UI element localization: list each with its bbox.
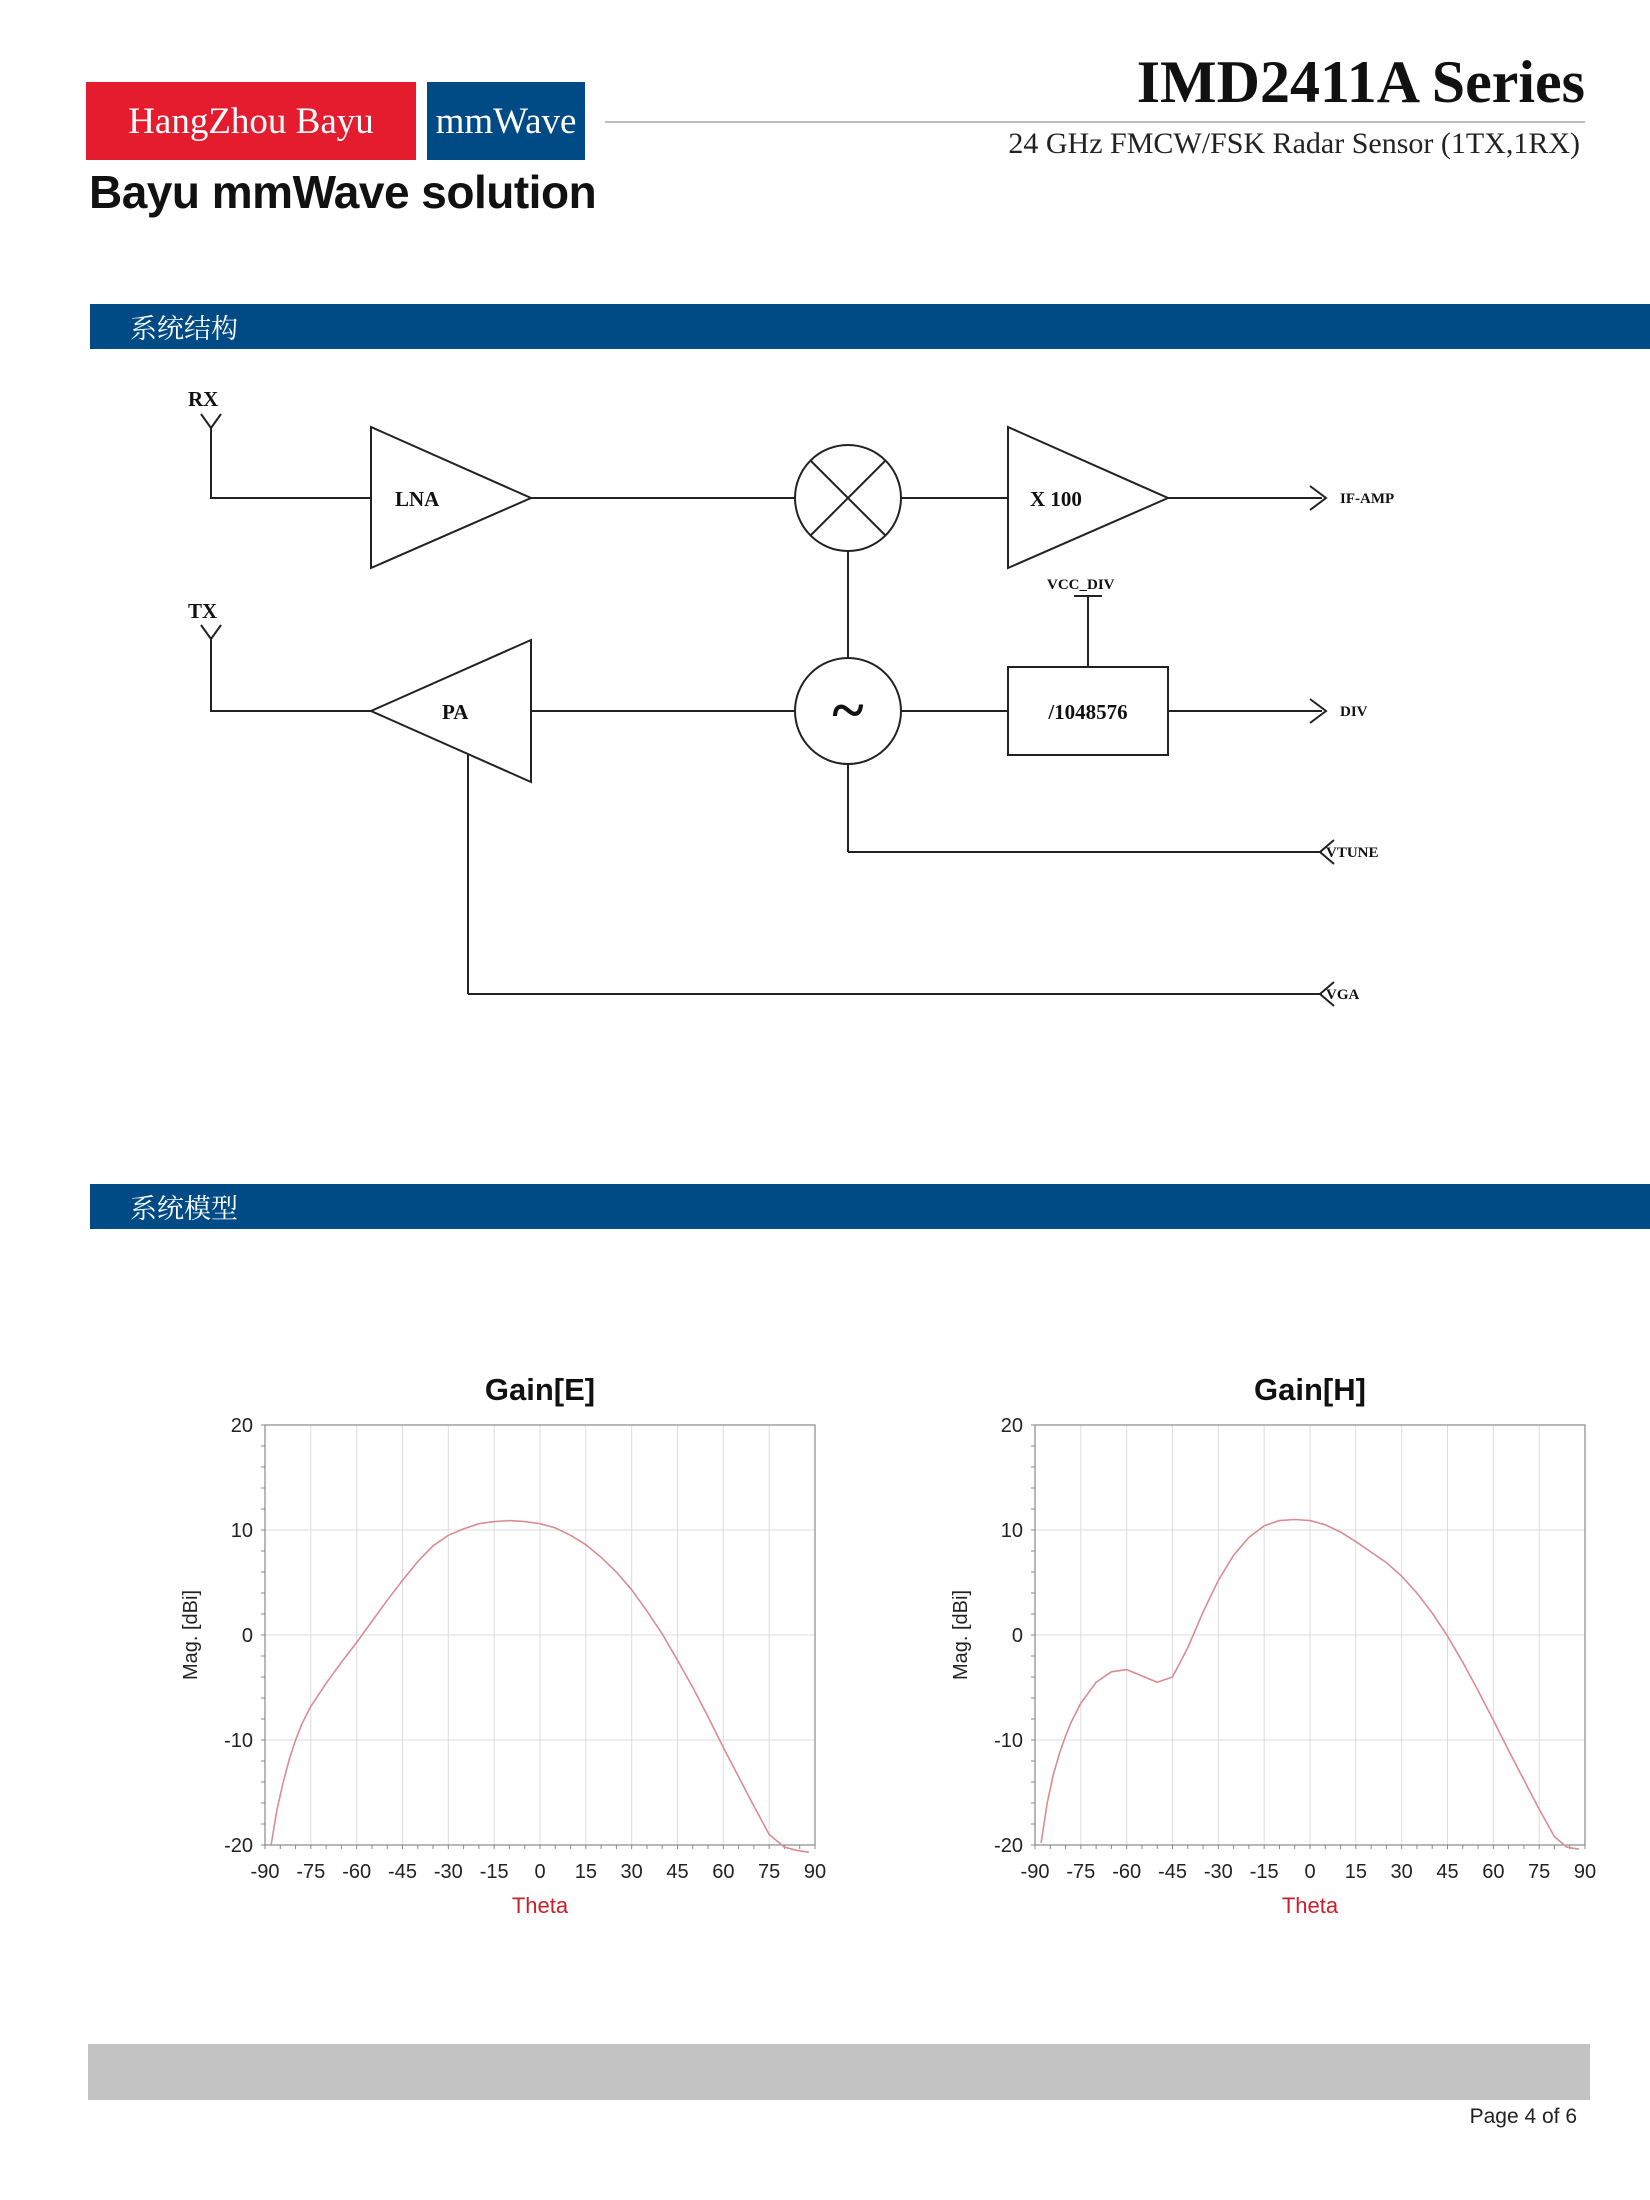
x-tick-label: -75: [296, 1861, 326, 1883]
x-tick-label: 75: [1528, 1861, 1551, 1883]
y-tick-label: -10: [224, 1730, 253, 1752]
y-tick-label: 10: [230, 1520, 253, 1542]
y-tick-label: -10: [994, 1730, 1023, 1752]
vga-label: VGA: [1326, 987, 1360, 1003]
x-tick-label: 90: [803, 1861, 827, 1883]
x-tick-label: 0: [1304, 1861, 1316, 1883]
x-tick-label: -15: [1249, 1861, 1279, 1883]
vco-symbol: ~: [832, 677, 864, 743]
block-diagram: [180, 370, 1430, 1040]
y-tick-label: -20: [224, 1835, 253, 1857]
x-axis-label: Theta: [1281, 1893, 1339, 1918]
x-tick-label: -90: [250, 1861, 280, 1883]
x-tick-label: 30: [1390, 1861, 1413, 1883]
lna-label: LNA: [395, 487, 440, 511]
y-tick-label: 20: [1000, 1415, 1023, 1437]
x-tick-label: -45: [388, 1861, 417, 1883]
divider-ratio-label: /1048576: [1048, 700, 1128, 724]
x-tick-label: -90: [1020, 1861, 1050, 1883]
rx-antenna-icon: [201, 414, 371, 498]
logo-mmwave: mmWave: [427, 82, 585, 160]
y-tick-label: 0: [241, 1625, 253, 1647]
x-tick-label: 75: [758, 1861, 781, 1883]
y-tick-label: 0: [1011, 1625, 1023, 1647]
x-tick-label: -60: [342, 1861, 372, 1883]
y-tick-label: 20: [230, 1415, 253, 1437]
x-tick-label: -15: [479, 1861, 509, 1883]
x-tick-label: 60: [712, 1861, 735, 1883]
x-tick-label: 15: [574, 1861, 597, 1883]
x-tick-label: -30: [433, 1861, 463, 1883]
x-tick-label: 45: [1436, 1861, 1459, 1883]
series-title: IMD2411A Series: [1136, 49, 1585, 115]
gain-h-chart: [935, 1345, 1615, 1925]
x-tick-label: -30: [1203, 1861, 1233, 1883]
x-tick-label: -45: [1158, 1861, 1187, 1883]
y-tick-label: -20: [994, 1835, 1023, 1857]
x-tick-label: 15: [1344, 1861, 1367, 1883]
x-tick-label: 90: [1573, 1861, 1597, 1883]
section-header-model: [90, 1184, 1650, 1229]
chart-title: Gain[H]: [1254, 1372, 1366, 1407]
x-tick-label: -75: [1066, 1861, 1096, 1883]
y-axis-label: Mag. [dBi]: [180, 1589, 202, 1681]
if-amp-label: IF-AMP: [1340, 491, 1395, 507]
tagline: Bayu mmWave solution: [89, 166, 597, 218]
logo-hangzhou-bayu: HangZhou Bayu: [86, 82, 416, 160]
amp-gain-label: X 100: [1030, 487, 1082, 511]
x-tick-label: 0: [534, 1861, 546, 1883]
header-divider: [605, 121, 1585, 123]
tx-antenna-icon: [201, 625, 371, 711]
x-tick-label: 45: [666, 1861, 689, 1883]
gain-e-chart: [165, 1345, 845, 1925]
section-title-architecture: 系统结构: [130, 314, 238, 345]
vtune-label: VTUNE: [1326, 845, 1379, 861]
vcc-div-label: VCC_DIV: [1047, 577, 1115, 593]
x-tick-label: 30: [620, 1861, 643, 1883]
x-tick-label: -60: [1112, 1861, 1142, 1883]
x-axis-label: Theta: [511, 1893, 569, 1918]
y-axis-label: Mag. [dBi]: [950, 1589, 972, 1681]
chart-title: Gain[E]: [484, 1372, 596, 1407]
pa-label: PA: [442, 700, 469, 724]
div-label: DIV: [1340, 704, 1368, 720]
rx-label: RX: [188, 387, 219, 411]
x-tick-label: 60: [1482, 1861, 1505, 1883]
product-subtitle: 24 GHz FMCW/FSK Radar Sensor (1TX,1RX): [1008, 127, 1580, 160]
tx-label: TX: [188, 599, 218, 623]
footer-bar: [88, 2044, 1590, 2100]
page-number: Page 4 of 6: [1469, 2105, 1577, 2128]
y-tick-label: 10: [1000, 1520, 1023, 1542]
section-title-model: 系统模型: [130, 1194, 238, 1225]
section-header-architecture: [90, 304, 1650, 349]
